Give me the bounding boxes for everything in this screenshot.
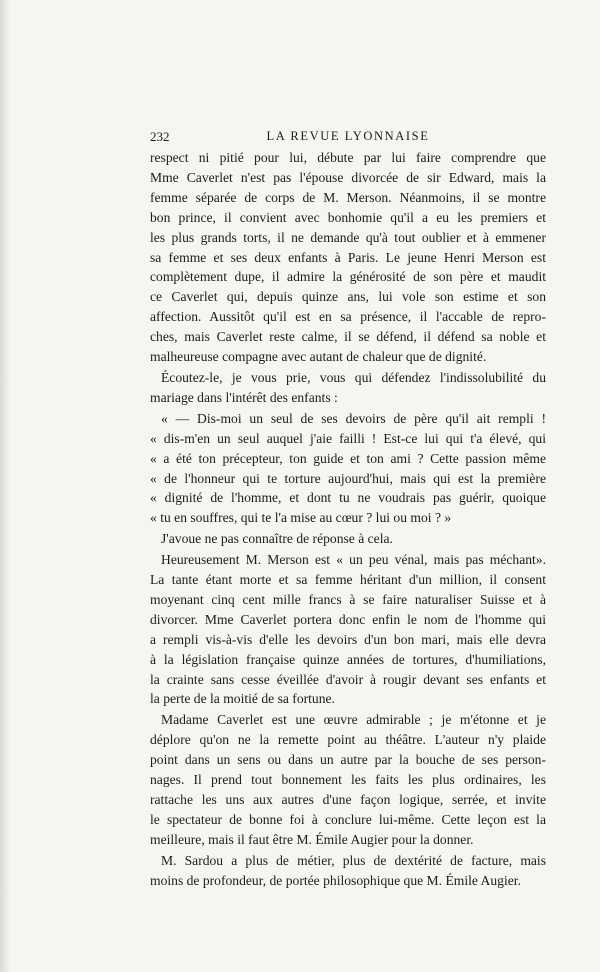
text-line: nages. Il prend tout bonnement les faits les plus ordinaires, les — [150, 772, 546, 788]
text-line: la crainte sans cesse éveillée d'avoir à rougir devant ses enfants et — [150, 671, 546, 687]
text-line: Heureusement M. Merson est « un peu vénal, mais pas méchant». — [161, 552, 546, 568]
text-line: la perte de la moitié de sa fortune. — [150, 691, 335, 707]
text-line: les plus grands torts, il ne demande qu'à tout oublier et à emmener — [150, 229, 546, 245]
quotation — [150, 409, 546, 528]
text-line: J'avoue ne pas connaître de réponse à cela. — [161, 531, 393, 547]
text-line: affection. Aussitôt qu'il est en sa présence, il l'accable de repro- — [150, 309, 546, 325]
text-line: « — Dis-moi un seul de ses devoirs de père qu'il ait rempli ! — [161, 410, 546, 426]
paragraph-1 — [150, 148, 546, 367]
paragraph-4 — [150, 550, 546, 709]
text-line: complètement dupe, il admire la générosité de son père et maudit — [150, 269, 546, 285]
text-line: « dis-m'en un seul auquel j'aie failli ! Est-ce lui qui t'a élevé, qui — [150, 430, 546, 446]
text-line: moyenant cinq cent mille francs à se faire naturaliser Suisse et à — [150, 591, 546, 607]
text-line: le spectateur de bonne foi à conclure lui-même. Cette leçon est la — [150, 811, 546, 827]
paragraph-5 — [150, 710, 546, 849]
page-number: 232 — [150, 129, 170, 144]
text-line: malheureuse compagne avec autant de chaleur que de dignité. — [150, 349, 487, 365]
text-line: meilleure, mais il faut être M. Émile Augier pour la donner. — [150, 831, 474, 847]
text-line: sa femme et ses deux enfants à Paris. Le jeune Henri Merson est — [150, 249, 546, 265]
body-text — [150, 148, 546, 891]
text-line: moins de profondeur, de portée philosophique que M. Émile Augier. — [150, 872, 521, 888]
text-line: « dignité de l'homme, et dont tu ne voudrais pas guérir, quoique — [150, 490, 546, 506]
text-line: bon prince, il convient avec bonhomie qu'il a eu les premiers et — [150, 209, 546, 225]
text-line: « de l'honneur qui te torture aujourd'hui, mais qui est la première — [150, 470, 546, 486]
text-line: femme séparée de corps de M. Merson. Néanmoins, il se montre — [150, 189, 546, 205]
text-line: La tante étant morte et sa femme héritant d'un million, il consent — [150, 572, 546, 588]
text-line: M. Sardou a plus de métier, plus de dextérité de facture, mais — [161, 852, 546, 868]
paragraph-2 — [150, 368, 546, 408]
running-title: LA REVUE LYONNAISE — [266, 129, 430, 143]
text-line: ches, mais Caverlet reste calme, il se défend, il défend sa noble et — [150, 329, 546, 345]
text-line: respect ni pitié pour lui, débute par lui faire comprendre que — [150, 150, 546, 165]
text-line: divorcer. Mme Caverlet portera donc enfin le nom de l'homme qui — [150, 611, 546, 627]
text-line: Écoutez-le, je vous prie, vous qui défendez l'indissolubilité du — [161, 369, 546, 385]
text-line: ce Caverlet qui, depuis quinze ans, lui vole son estime et son — [150, 289, 546, 305]
text-line: a rempli vis-à-vis d'elle les devoirs d'un bon mari, mais elle devra — [150, 631, 546, 647]
text-line: « tu en souffres, qui te l'a mise au cœur ? lui ou moi ? » — [150, 510, 452, 526]
text-line: mariage dans l'intérêt des enfants : — [150, 389, 338, 405]
text-line: Mme Caverlet n'est pas l'épouse divorcée de sir Edward, mais la — [150, 169, 546, 185]
text-line: « a été ton précepteur, ton guide et ton ami ? Cette passion même — [150, 450, 546, 466]
page-edge-shadow — [0, 0, 10, 972]
text-line: Madame Caverlet est une œuvre admirable ; je m'étonne et je — [161, 712, 546, 728]
text-line: point dans un sens ou dans un autre par la bouche de ses person- — [150, 752, 546, 768]
paragraph-6 — [150, 851, 546, 891]
page-header — [150, 129, 546, 147]
paragraph-3 — [150, 529, 546, 549]
text-line: déplore qu'on ne la remette point au théâtre. L'auteur n'y plaide — [150, 732, 546, 748]
text-line: rattache les uns aux autres d'une façon logique, serrée, et invite — [150, 792, 546, 807]
text-line: à la législation française quinze années de tortures, d'humiliations, — [150, 651, 546, 667]
